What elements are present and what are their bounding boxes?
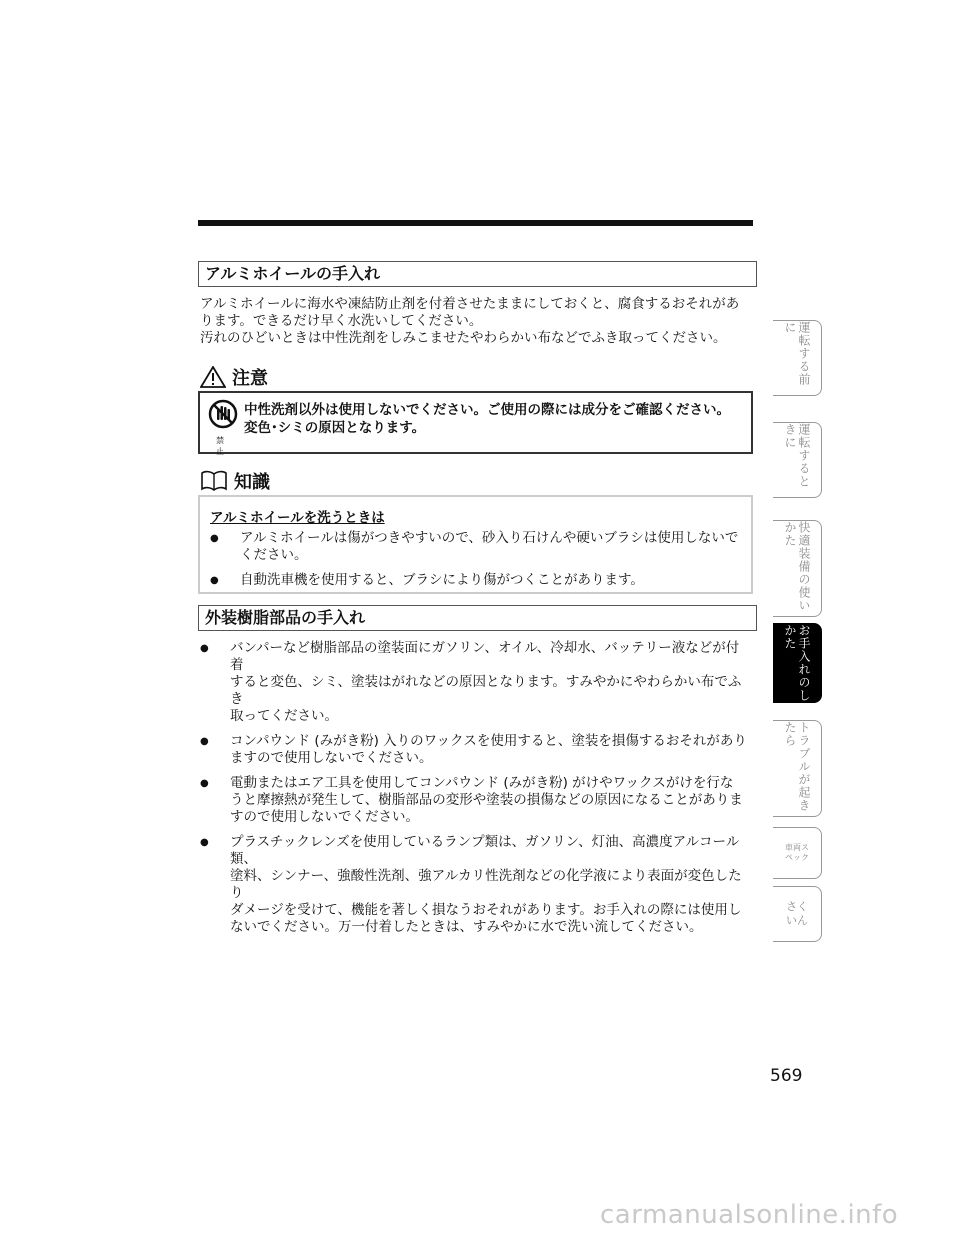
tab-while-driving[interactable] xyxy=(773,422,822,498)
caution-line: 中性洗剤以外は使用しないでください。ご使用の際には成分をご確認ください。 xyxy=(244,402,730,418)
warning-triangle-icon xyxy=(200,366,226,388)
list-item-line: ください。 xyxy=(240,547,308,563)
list-item-line: ● バンパーなど樹脂部品の塗装面にガソリン、オイル、冷却水、バッテリー液などが付着 xyxy=(230,640,740,673)
list-item-line: ● コンパウンド (みがき粉) 入りのワックスを使用すると、塗装を損傷するおそれがあり xyxy=(230,733,747,749)
list-item xyxy=(210,530,740,564)
top-rule xyxy=(198,220,753,226)
caution-heading-text: 注意 xyxy=(232,368,268,389)
list-item-line: ● アルミホイールは傷がつきやすいので、砂入り石けんや硬いブラシは使用しないで xyxy=(240,530,739,546)
body-line: ります。できるだけ早く水洗いしてください。 xyxy=(200,313,483,329)
prohibition-symbol xyxy=(206,399,240,456)
list-item-line: すので使用しないでください。 xyxy=(230,809,419,825)
tab-label: お手入れのしかた xyxy=(783,624,811,702)
tab-comfort-equipment[interactable] xyxy=(773,520,822,617)
caution-heading xyxy=(200,364,268,390)
tab-label: 車両スペック xyxy=(785,843,809,862)
tab-before-driving[interactable] xyxy=(773,320,822,396)
body-line: 汚れのひどいときは中性洗剤をしみこませたやわらかい布などでふき取ってください。 xyxy=(200,330,727,346)
tab-troubleshooting[interactable] xyxy=(773,720,822,817)
section1-body xyxy=(200,296,752,347)
list-item-line: ダメージを受けて、機能を著しく損なうおそれがあります。お手入れの際には使用し xyxy=(230,902,742,918)
caution-text xyxy=(244,401,744,437)
section-header-exterior-resin xyxy=(198,605,757,631)
list-item-line: ますので使用しないでください。 xyxy=(230,750,433,766)
tab-vehicle-specs[interactable] xyxy=(773,827,822,879)
tab-label: トラブルが起きたら xyxy=(783,721,811,812)
knowledge-heading xyxy=(200,468,270,494)
list-item xyxy=(210,572,740,589)
section-header-aluminum-wheel xyxy=(198,261,757,287)
tab-label: さくいん xyxy=(786,900,808,927)
list-item-line: すると変色、シミ、塗装はがれなどの原因となります。すみやかにやわらかい布でふき xyxy=(230,674,742,707)
knowledge-heading-text: 知識 xyxy=(234,472,270,493)
watermark: carmanualsonline.info xyxy=(600,1200,899,1230)
list-item-line: 取ってください。 xyxy=(230,708,338,724)
open-book-icon xyxy=(200,470,228,492)
section-title: アルミホイールの手入れ xyxy=(205,264,381,283)
section-title: 外装樹脂部品の手入れ xyxy=(205,608,366,627)
body-line: アルミホイールに海水や凍結防止剤を付着させたままにしておくと、腐食するおそれがあ xyxy=(200,296,740,312)
knowledge-list xyxy=(210,530,740,597)
knowledge-box xyxy=(198,495,753,594)
page-number: 569 xyxy=(770,1066,803,1086)
list-item xyxy=(200,775,752,826)
caution-box xyxy=(198,391,753,454)
list-item xyxy=(200,640,752,725)
list-item-line: 塗料、シンナー、強酸性洗剤、強アルカリ性洗剤などの化学液により表面が変色したり xyxy=(230,868,742,901)
list-item xyxy=(200,733,752,767)
section2-list xyxy=(200,640,752,944)
prohibited-hand-icon xyxy=(208,399,238,429)
prohibition-label: 禁 止 xyxy=(216,436,230,456)
list-item-line: ないでください。万一付着したときは、すみやかに水で洗い流してください。 xyxy=(230,919,703,935)
list-item-line: ● 電動またはエア工具を使用してコンパウンド (みがき粉) がけやワックスがけを行な xyxy=(230,775,734,791)
tab-label: 運転するときに xyxy=(783,423,811,488)
caution-line: 変色･シミの原因となります。 xyxy=(244,420,426,436)
tab-label: 快適装備の使いかた xyxy=(783,521,811,612)
list-item xyxy=(200,834,752,936)
list-item-line: うと摩擦熱が発生して、樹脂部品の変形や塗装の損傷などの原因になることがありま xyxy=(230,792,743,808)
tab-care-maintenance[interactable] xyxy=(773,623,822,703)
list-item-line: ● 自動洗車機を使用すると、ブラシにより傷がつくことがあります。 xyxy=(240,572,644,588)
tab-label: 運転する前に xyxy=(783,321,811,386)
list-item-line: ● プラスチックレンズを使用しているランプ類は、ガソリン、灯油、高濃度アルコール類、 xyxy=(230,834,740,867)
tab-index[interactable] xyxy=(773,886,822,942)
knowledge-box-title: アルミホイールを洗うときは xyxy=(210,510,385,526)
